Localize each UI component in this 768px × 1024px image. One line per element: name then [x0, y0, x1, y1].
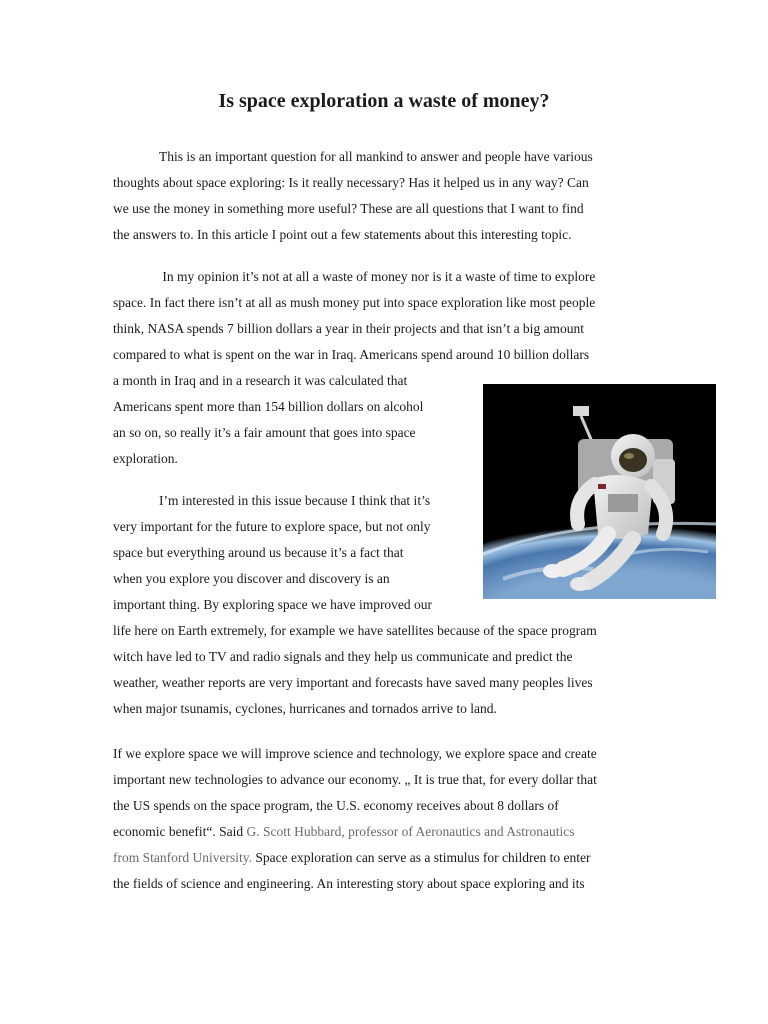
quote-source: from Stanford University.: [113, 850, 252, 865]
text-line: exploration.: [113, 451, 178, 466]
text-line: witch have led to TV and radio signals and they help us communicate and predict the: [113, 649, 573, 664]
text-line: Americans spent more than 154 billion dollars on alcohol: [113, 399, 424, 414]
text-line: [113, 845, 658, 871]
text-line: compared to what is spent on the war in Iraq. Americans spend around 10 billion dollars: [113, 347, 590, 362]
text-line: when major tsunamis, cyclones, hurricanes and tornados arrive to land.: [113, 701, 497, 716]
text-line: space but everything around us because it’s a fact that: [113, 545, 404, 560]
text-line: a month in Iraq and in a research it was calculated that: [113, 373, 408, 388]
paragraph-4: [113, 741, 658, 897]
text-line: I’m interested in this issue because I think that it’s: [159, 493, 431, 508]
text-line: when you explore you discover and discovery is an: [113, 571, 390, 586]
text-line: thoughts about space exploring: Is it really necessary? Has it helped us in any way? Can: [113, 175, 589, 190]
text-line: the fields of science and engineering. An interesting story about space exploring and its: [113, 876, 585, 891]
quote-source: G. Scott Hubbard, professor of Aeronautics and Astronautics: [246, 824, 575, 839]
text-line: In my opinion it’s not at all a waste of money nor is it a waste of time to explore: [159, 269, 596, 284]
text-line: [113, 819, 658, 845]
text-line: very important for the future to explore space, but not only: [113, 519, 431, 534]
text-fragment: economic benefit“. Said: [113, 824, 247, 839]
text-line: important thing. By exploring space we have improved our: [113, 597, 433, 612]
text-line: space. In fact there isn’t at all as mush money put into space exploration like most people: [113, 295, 596, 310]
text-line: the answers to. In this article I point out a few statements about this interesting topic.: [113, 227, 572, 242]
text-line: we use the money in something more useful? These are all questions that I want to find: [113, 201, 584, 216]
text-line: weather, weather reports are very important and forecasts have saved many peoples lives: [113, 675, 593, 690]
text-line: the US spends on the space program, the U.S. economy receives about 8 dollars of: [113, 798, 559, 813]
document-title: Is space exploration a waste of money?: [218, 90, 550, 112]
text-fragment: Space exploration can serve as a stimulus for children to enter: [251, 850, 591, 865]
text-line: This is an important question for all mankind to answer and people have various: [159, 149, 593, 164]
astronaut-photo: [483, 384, 716, 599]
text-line: life here on Earth extremely, for example we have satellites because of the space program: [113, 623, 597, 638]
text-line: an so on, so really it’s a fair amount that goes into space: [113, 425, 416, 440]
paragraph-1: [113, 144, 658, 248]
text-line: important new technologies to advance our economy. „ It is true that, for every dollar that: [113, 772, 597, 787]
text-line: think, NASA spends 7 billion dollars a year in their projects and that isn’t a big amount: [113, 321, 585, 336]
text-line: If we explore space we will improve science and technology, we explore space and create: [113, 746, 597, 761]
